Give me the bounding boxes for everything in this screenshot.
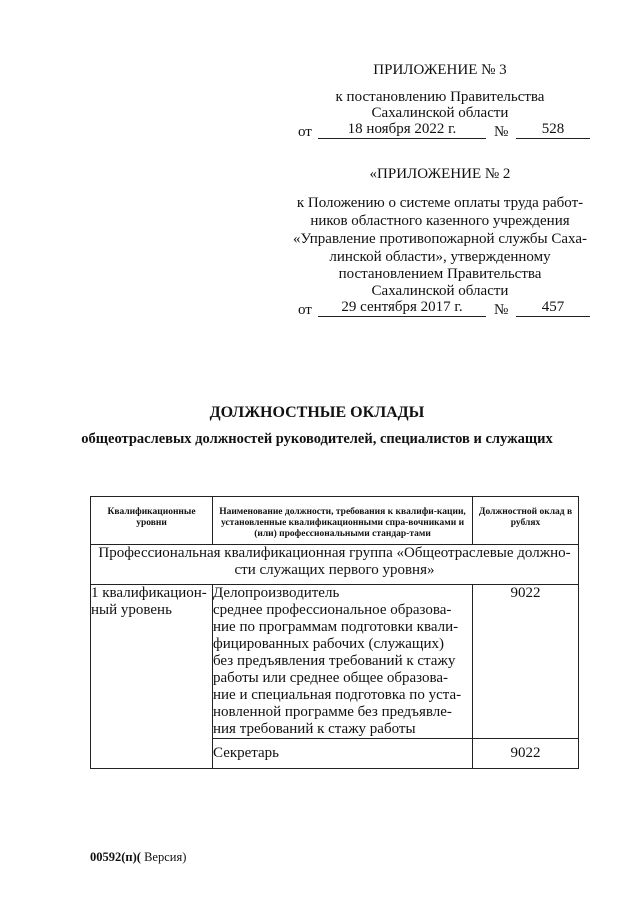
requirements-line: ние и специальная подготовка по уста- [213, 687, 462, 703]
position-cell [213, 585, 473, 739]
qualification-level-line: ный уровень [91, 602, 172, 618]
requirements-line: ние по программам подготовки квали- [213, 619, 459, 635]
appendix2-line: Сахалинской области [371, 283, 509, 299]
qualification-level-line: 1 квалификацион- [91, 585, 207, 601]
position-name: Секретарь [213, 745, 280, 761]
table-row [91, 585, 579, 739]
salary-cell: 9022 [473, 585, 579, 739]
appendix2-date: 29 сентября 2017 г. [341, 299, 463, 315]
document-subtitle: общеотраслевых должностей руководителей, специалистов и служащих [81, 431, 553, 447]
appendix2-from-label: от [298, 302, 312, 318]
appendix2-title: «ПРИЛОЖЕНИЕ № 2 [369, 166, 511, 182]
header-qualification-levels: Квалификационные уровни [91, 497, 213, 545]
group-title-line: сти служащих первого уровня» [234, 562, 435, 578]
appendix2-number-label: № [494, 302, 509, 318]
requirements-line: работы или среднее общее образова- [213, 670, 449, 686]
appendix3-number: 528 [541, 121, 565, 137]
appendix2-number: 457 [541, 299, 565, 315]
position-cell [213, 739, 473, 769]
appendix3-line1: к постановлению Правительства [335, 89, 545, 105]
appendix3-title: ПРИЛОЖЕНИЕ № 3 [373, 62, 507, 78]
requirements-line: новленной программе без предъявле- [213, 704, 452, 720]
appendix2-date-underline [318, 316, 486, 317]
requirements-line: ния требований к стажу работы [213, 721, 416, 737]
appendix3-date-underline [318, 138, 486, 139]
footer-code-text: 00592(п)( [90, 850, 141, 864]
appendix3-from-label: от [298, 124, 312, 140]
position-name: Делопроизводитель [213, 585, 340, 601]
table-header-row [91, 497, 579, 545]
qualification-level-cell [91, 585, 213, 769]
appendix2-line: ников областного казенного учреждения [310, 213, 570, 229]
appendix2-line: «Управление противопожарной службы Саха- [292, 231, 588, 247]
requirements-line: без предъявления требований к стажу [213, 653, 456, 669]
appendix2-line: постановлением Правительства [338, 266, 542, 282]
group-title [91, 545, 579, 585]
header-position-requirements: Наименование должности, требования к квалифи-кации, установленные квалификационными спра-вочниками и (или) профессиональными стандар-тами [213, 497, 473, 545]
salary-table [90, 496, 579, 769]
appendix2-number-underline [516, 316, 590, 317]
appendix3-number-underline [516, 138, 590, 139]
requirements-line: среднее профессиональное образова- [213, 602, 452, 618]
appendix2-line: к Положению о системе оплаты труда работ- [296, 195, 584, 211]
appendix3-number-label: № [494, 124, 509, 140]
document-title: ДОЛЖНОСТНЫЕ ОКЛАДЫ [209, 404, 425, 421]
footer-code [90, 850, 186, 865]
group-row [91, 545, 579, 585]
appendix3-line2: Сахалинской области [371, 105, 509, 121]
footer-version-text: Версия) [140, 850, 187, 864]
salary-cell: 9022 [473, 739, 579, 769]
appendix3-date: 18 ноября 2022 г. [347, 121, 457, 137]
header-salary: Должностной оклад в рублях [473, 497, 579, 545]
group-title-line: Профессиональная квалификационная группа «Общеотраслевые должно- [98, 545, 571, 561]
requirements-line: фицированных рабочих (служащих) [213, 636, 444, 652]
appendix2-line: линской области», утвержденному [329, 249, 551, 265]
